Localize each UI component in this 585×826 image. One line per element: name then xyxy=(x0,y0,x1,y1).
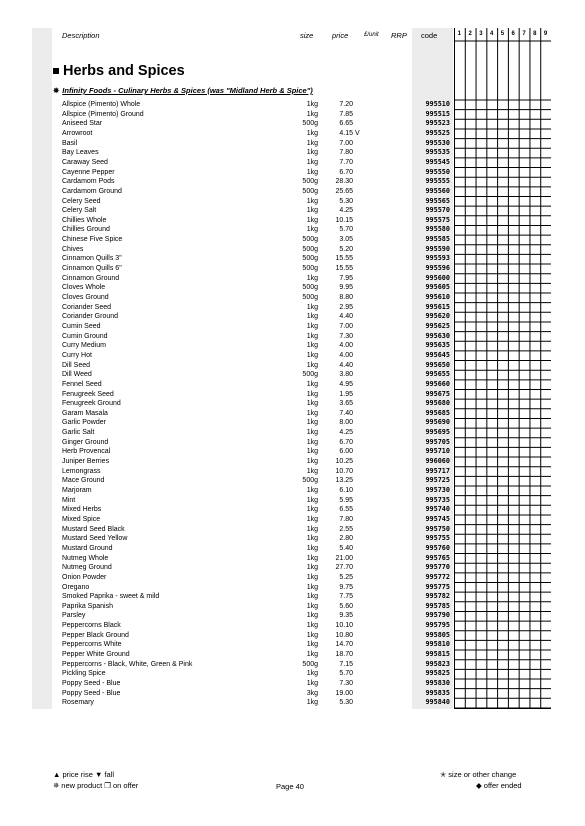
product-price: 8.80 xyxy=(339,294,353,301)
legend-fall-label: fall xyxy=(104,770,114,779)
product-size: 1kg xyxy=(306,351,318,359)
product-code: 995810 xyxy=(425,640,450,649)
product-price: 13.25 xyxy=(335,477,353,485)
product-description: Chillies Ground xyxy=(62,226,110,234)
grid-column-number: 9 xyxy=(543,31,548,37)
grid-column-number: 5 xyxy=(500,31,505,37)
product-code: 995710 xyxy=(425,447,450,456)
product-price: 10.25 xyxy=(335,458,353,466)
product-price: 5.25 xyxy=(339,573,353,581)
product-description: Aniseed Star xyxy=(62,120,103,128)
product-price: 10.80 xyxy=(335,631,353,639)
product-size: 1kg xyxy=(306,506,318,514)
legend-price-change xyxy=(53,770,114,779)
product-description: Fenugreek Ground xyxy=(62,400,121,408)
product-description: Dill Seed xyxy=(62,361,91,369)
legend-offer-ended xyxy=(476,781,522,790)
product-size: 1kg xyxy=(306,110,318,118)
header-code: code xyxy=(421,31,438,40)
product-code: 995735 xyxy=(425,495,450,504)
product-price: 2.95 xyxy=(339,303,353,311)
product-size: 1kg xyxy=(306,197,318,205)
product-size: 1kg xyxy=(306,129,318,137)
product-code: 995593 xyxy=(425,254,450,263)
product-price: 15.55 xyxy=(335,265,353,273)
product-size: 1kg xyxy=(306,322,318,330)
product-price: 5.70 xyxy=(339,226,353,234)
product-code: 996060 xyxy=(425,457,450,466)
product-code: 995785 xyxy=(425,601,450,610)
product-code: 995596 xyxy=(425,264,450,273)
product-price: 5.70 xyxy=(339,670,353,678)
product-price: 6.70 xyxy=(339,438,353,446)
product-price: 27.70 xyxy=(335,564,353,572)
product-size: 1kg xyxy=(306,593,318,601)
product-price: 7.75 xyxy=(339,593,353,601)
product-description: Arrowroot xyxy=(62,129,93,137)
product-code: 995730 xyxy=(425,486,450,494)
product-size: 1kg xyxy=(306,361,318,369)
product-price: 2.80 xyxy=(339,535,353,543)
product-description: Mustard Ground xyxy=(62,544,113,552)
triangle-down-icon: ▼ xyxy=(94,770,103,779)
product-size: 500g xyxy=(302,236,318,244)
product-description: Peppercorns Black xyxy=(62,622,121,630)
product-price: 4.40 xyxy=(339,313,353,321)
product-price: 5.60 xyxy=(339,602,353,610)
legend-new-label: new product xyxy=(61,781,103,790)
product-price: 7.80 xyxy=(339,515,353,523)
product-description: Cinnamon Quills 3" xyxy=(62,255,122,263)
product-description: Coriander Seed xyxy=(62,303,112,311)
product-code: 995695 xyxy=(425,428,450,437)
product-size: 1kg xyxy=(306,641,318,649)
product-description: Curry Hot xyxy=(62,351,92,359)
header-rrp: RRP xyxy=(391,31,407,40)
product-size: 1kg xyxy=(306,226,318,234)
product-code: 995575 xyxy=(425,215,450,224)
header-price: price xyxy=(332,31,349,40)
product-price: 6.00 xyxy=(339,448,353,456)
product-size: 1kg xyxy=(306,573,318,581)
product-size: 1kg xyxy=(306,168,318,176)
product-code: 995823 xyxy=(425,659,450,668)
product-description: Celery Salt xyxy=(62,207,97,215)
product-description: Marjoram xyxy=(62,487,92,494)
product-price: 6.70 xyxy=(339,168,353,176)
product-price: 4.40 xyxy=(339,361,353,369)
product-description: Poppy Seed - Blue xyxy=(62,689,121,697)
order-quantity-grid[interactable] xyxy=(454,28,551,709)
product-code: 995525 xyxy=(425,128,450,137)
header-size: size xyxy=(300,31,314,40)
grid-column-number: 8 xyxy=(533,31,537,37)
product-size: 1kg xyxy=(306,515,318,523)
product-price: 5.20 xyxy=(339,245,353,253)
product-description: Cardamom Ground xyxy=(62,187,122,195)
asterisk-star-icon: ✵ xyxy=(53,781,60,790)
product-description: Chinese Five Spice xyxy=(62,236,123,244)
product-description: Garlic Powder xyxy=(62,419,106,427)
product-description: Cumin Seed xyxy=(62,322,101,330)
product-code: 995755 xyxy=(425,534,450,543)
product-code: 995690 xyxy=(425,418,450,427)
product-price: 5.30 xyxy=(339,197,353,205)
product-code: 995545 xyxy=(425,157,450,166)
product-code: 995840 xyxy=(425,698,450,707)
product-code: 995650 xyxy=(425,360,450,369)
product-price: 15.55 xyxy=(335,255,353,263)
product-code: 995717 xyxy=(425,466,450,475)
product-price: 7.30 xyxy=(339,680,353,687)
asterisk-star-icon: ✵ xyxy=(53,86,60,95)
product-code: 995675 xyxy=(425,389,450,398)
product-code: 995835 xyxy=(425,688,450,697)
product-size: 1kg xyxy=(306,207,318,215)
product-code: 995680 xyxy=(425,399,450,408)
product-code: 995790 xyxy=(425,611,450,620)
product-size: 1kg xyxy=(306,139,318,147)
grid-lines xyxy=(454,28,551,709)
product-price: 4.15 xyxy=(339,129,353,137)
product-price: 3.65 xyxy=(339,400,353,408)
grid-column-number: 6 xyxy=(511,31,515,37)
product-description: Mixed Spice xyxy=(62,515,101,523)
product-description: Fennel Seed xyxy=(62,380,102,388)
product-description: Mustard Seed Black xyxy=(62,525,125,533)
product-code: 995805 xyxy=(425,630,450,639)
product-code: 995530 xyxy=(425,138,450,147)
product-size: 1kg xyxy=(306,602,318,610)
product-price: 19.00 xyxy=(335,689,353,697)
product-size: 500g xyxy=(302,284,318,292)
product-price: 5.30 xyxy=(339,699,353,707)
product-description: Parsley xyxy=(62,612,86,620)
product-size: 1kg xyxy=(306,651,318,659)
product-price: 5.95 xyxy=(339,496,353,504)
product-code: 995625 xyxy=(425,321,450,330)
section-title: Herbs and Spices xyxy=(63,63,185,79)
product-code: 995610 xyxy=(425,293,450,301)
product-price: 4.25 xyxy=(339,207,353,215)
product-price: 9.75 xyxy=(339,583,353,591)
product-description: Cumin Ground xyxy=(62,332,108,340)
product-code: 995550 xyxy=(425,167,450,176)
product-price: 21.00 xyxy=(335,554,353,562)
grid-column-number: 1 xyxy=(457,31,462,37)
product-code: 995535 xyxy=(425,148,450,157)
product-size: 1kg xyxy=(306,670,318,678)
product-description: Caraway Seed xyxy=(62,158,108,166)
product-price: 9.35 xyxy=(339,612,353,620)
product-price: 4.00 xyxy=(339,342,353,350)
product-description: Mixed Herbs xyxy=(62,506,102,514)
product-code: 995772 xyxy=(425,572,450,581)
product-code: 995825 xyxy=(425,669,450,678)
product-code: 995510 xyxy=(425,100,450,108)
product-description: Pickling Spice xyxy=(62,670,106,678)
product-price: 7.30 xyxy=(339,332,353,340)
product-code: 995570 xyxy=(425,206,450,215)
product-code: 995645 xyxy=(425,350,450,359)
product-description: Cloves Ground xyxy=(62,294,109,301)
product-size: 1kg xyxy=(306,458,318,466)
product-size: 1kg xyxy=(306,438,318,446)
product-description: Onion Powder xyxy=(62,573,107,581)
product-size: 1kg xyxy=(306,101,318,108)
product-size: 1kg xyxy=(306,583,318,591)
product-size: 1kg xyxy=(306,554,318,562)
product-description: Nutmeg Whole xyxy=(62,554,109,562)
product-price: 4.25 xyxy=(339,429,353,437)
product-size: 1kg xyxy=(306,448,318,456)
product-description: Fenugreek Seed xyxy=(62,390,114,398)
page-number: Page 40 xyxy=(276,782,304,791)
product-description: Mint xyxy=(62,496,76,504)
product-code: 995830 xyxy=(425,679,450,687)
product-description: Dill Weed xyxy=(62,371,92,379)
product-description: Cinnamon Ground xyxy=(62,274,120,282)
legend-new-offer xyxy=(53,781,138,790)
product-description: Coriander Ground xyxy=(62,313,119,321)
product-size: 3kg xyxy=(306,689,318,697)
product-description: Juniper Berries xyxy=(62,458,110,466)
product-code: 995685 xyxy=(425,408,450,417)
product-description: Allspice (Pimento) Whole xyxy=(62,101,141,108)
product-price: 9.95 xyxy=(339,284,353,292)
product-description: Chillies Whole xyxy=(62,216,107,224)
product-description: Oregano xyxy=(62,583,90,591)
product-code: 995560 xyxy=(425,186,450,195)
product-code: 995750 xyxy=(425,524,450,533)
product-size: 1kg xyxy=(306,380,318,388)
product-price: 7.00 xyxy=(339,322,353,330)
product-code: 995740 xyxy=(425,505,450,514)
product-code: 995565 xyxy=(425,196,450,205)
product-description: Peppercorns White xyxy=(62,641,122,649)
product-code: 995795 xyxy=(425,621,450,630)
legend-rise-label: price rise xyxy=(62,770,93,779)
product-code: 995515 xyxy=(425,109,450,118)
grid-column-number: 4 xyxy=(490,31,494,37)
product-flag: V xyxy=(355,129,360,137)
product-price: 7.85 xyxy=(339,110,353,118)
product-price: 10.10 xyxy=(335,622,353,630)
product-size: 1kg xyxy=(306,564,318,572)
product-code: 995585 xyxy=(425,235,450,244)
product-price: 6.55 xyxy=(339,506,353,514)
grid-column-number: 7 xyxy=(522,31,526,37)
product-description: Cayenne Pepper xyxy=(62,168,115,176)
legend-offer-label: on offer xyxy=(112,781,139,790)
product-size: 1kg xyxy=(306,313,318,321)
product-price: 7.95 xyxy=(339,274,353,282)
product-price: 3.05 xyxy=(339,236,353,244)
product-code: 995580 xyxy=(425,225,450,234)
product-size: 500g xyxy=(302,245,318,253)
product-price: 28.30 xyxy=(335,178,353,186)
product-size: 1kg xyxy=(306,149,318,157)
product-size: 1kg xyxy=(306,622,318,630)
product-description: Pepper Black Ground xyxy=(62,631,129,639)
product-code: 995600 xyxy=(425,273,450,282)
product-description: Mustard Seed Yellow xyxy=(62,535,128,543)
legend-size-label: size or other change xyxy=(448,770,517,779)
product-size: 1kg xyxy=(306,342,318,350)
square-outline-icon: ❐ xyxy=(104,781,111,790)
product-price: 5.40 xyxy=(339,544,353,552)
product-description: Basil xyxy=(62,139,78,147)
product-size: 500g xyxy=(302,265,318,273)
product-price: 1.95 xyxy=(339,390,353,398)
product-code: 995725 xyxy=(425,476,450,485)
product-description: Poppy Seed - Blue xyxy=(62,680,121,687)
product-size: 500g xyxy=(302,294,318,301)
product-price: 18.70 xyxy=(335,651,353,659)
header-description: Description xyxy=(62,31,100,40)
product-price: 7.20 xyxy=(339,101,353,108)
product-size: 1kg xyxy=(306,544,318,552)
product-size: 1kg xyxy=(306,158,318,166)
product-code: 995782 xyxy=(425,592,450,601)
product-code: 995815 xyxy=(425,650,450,659)
product-code: 995590 xyxy=(425,244,450,253)
product-description: Rosemary xyxy=(62,699,94,707)
product-size: 1kg xyxy=(306,274,318,282)
product-size: 1kg xyxy=(306,525,318,533)
product-price: 7.15 xyxy=(339,660,353,668)
product-price: 10.15 xyxy=(335,216,353,224)
product-price: 25.65 xyxy=(335,187,353,195)
product-description: Curry Medium xyxy=(62,342,106,350)
product-price: 4.95 xyxy=(339,380,353,388)
product-description: Peppercorns - Black, White, Green & Pink xyxy=(62,660,193,668)
product-size: 500g xyxy=(302,178,318,186)
product-size: 1kg xyxy=(306,535,318,543)
product-size: 1kg xyxy=(306,419,318,427)
product-code: 995630 xyxy=(425,331,450,340)
product-code: 995635 xyxy=(425,341,450,350)
product-price: 7.80 xyxy=(339,149,353,157)
product-code: 995620 xyxy=(425,312,450,321)
product-size: 500g xyxy=(302,660,318,668)
product-size: 1kg xyxy=(306,631,318,639)
product-description: Garlic Salt xyxy=(62,429,95,437)
product-code: 995775 xyxy=(425,582,450,591)
product-size: 500g xyxy=(302,187,318,195)
product-description: Pepper White Ground xyxy=(62,651,130,659)
product-price: 3.80 xyxy=(339,371,353,379)
supplier-heading xyxy=(53,86,313,95)
product-size: 500g xyxy=(302,120,318,128)
product-price: 7.00 xyxy=(339,139,353,147)
supplier-name: Infinity Foods - Culinary Herbs & Spices (was "Midland Herb & Spice") xyxy=(62,86,313,95)
product-price: 8.00 xyxy=(339,419,353,427)
product-price: 7.40 xyxy=(339,409,353,417)
product-price: 6.65 xyxy=(339,120,353,128)
product-size: 1kg xyxy=(306,429,318,437)
product-size: 1kg xyxy=(306,487,318,494)
product-code: 995765 xyxy=(425,553,450,562)
grid-column-number: 2 xyxy=(468,31,472,37)
product-size: 1kg xyxy=(306,409,318,417)
product-code: 995760 xyxy=(425,543,450,552)
star-icon: ✭ xyxy=(440,770,447,779)
product-price: 4.00 xyxy=(339,351,353,359)
product-size: 1kg xyxy=(306,216,318,224)
product-size: 1kg xyxy=(306,332,318,340)
legend-size-change xyxy=(440,770,516,779)
product-price: 14.70 xyxy=(335,641,353,649)
product-size: 1kg xyxy=(306,390,318,398)
triangle-up-icon: ▲ xyxy=(53,770,61,779)
product-price: 7.70 xyxy=(339,158,353,166)
product-size: 1kg xyxy=(306,699,318,707)
diamond-icon: ◆ xyxy=(476,781,482,790)
product-size: 1kg xyxy=(306,467,318,475)
legend-ended-label: offer ended xyxy=(483,781,522,790)
product-description: Cloves Whole xyxy=(62,284,106,292)
product-price: 2.55 xyxy=(339,525,353,533)
product-size: 1kg xyxy=(306,400,318,408)
product-code: 995705 xyxy=(425,437,450,446)
product-code: 995523 xyxy=(425,119,450,128)
product-description: Cardamom Pods xyxy=(62,178,115,186)
product-code: 995745 xyxy=(425,514,450,523)
product-description: Lemongrass xyxy=(62,467,101,475)
product-size: 1kg xyxy=(306,612,318,620)
product-description: Celery Seed xyxy=(62,197,101,205)
product-size: 500g xyxy=(302,255,318,263)
product-description: Nutmeg Ground xyxy=(62,564,112,572)
product-description: Allspice (Pimento) Ground xyxy=(62,110,144,118)
header-per-unit: £/unit xyxy=(364,32,379,38)
product-description: Mace Ground xyxy=(62,477,105,485)
product-code: 995555 xyxy=(425,177,450,186)
product-size: 1kg xyxy=(306,496,318,504)
product-description: Smoked Paprika - sweet & mild xyxy=(62,593,160,601)
product-price: 10.70 xyxy=(335,467,353,475)
product-description: Paprika Spanish xyxy=(62,602,113,610)
product-size: 1kg xyxy=(306,303,318,311)
product-description: Cinnamon Quills 6" xyxy=(62,265,122,273)
product-code: 995655 xyxy=(425,370,450,379)
product-code: 995660 xyxy=(425,379,450,388)
product-price: 6.10 xyxy=(339,487,353,494)
product-description: Garam Masala xyxy=(62,409,108,417)
product-description: Ginger Ground xyxy=(62,438,109,446)
product-code: 995605 xyxy=(425,283,450,292)
product-size: 1kg xyxy=(306,680,318,687)
product-code: 995770 xyxy=(425,563,450,572)
product-size: 500g xyxy=(302,477,318,485)
product-description: Herb Provencal xyxy=(62,448,111,456)
product-code: 995615 xyxy=(425,302,450,311)
grid-column-number: 3 xyxy=(479,31,483,37)
product-description: Bay Leaves xyxy=(62,149,99,157)
product-description: Chives xyxy=(62,245,84,253)
product-size: 500g xyxy=(302,371,318,379)
